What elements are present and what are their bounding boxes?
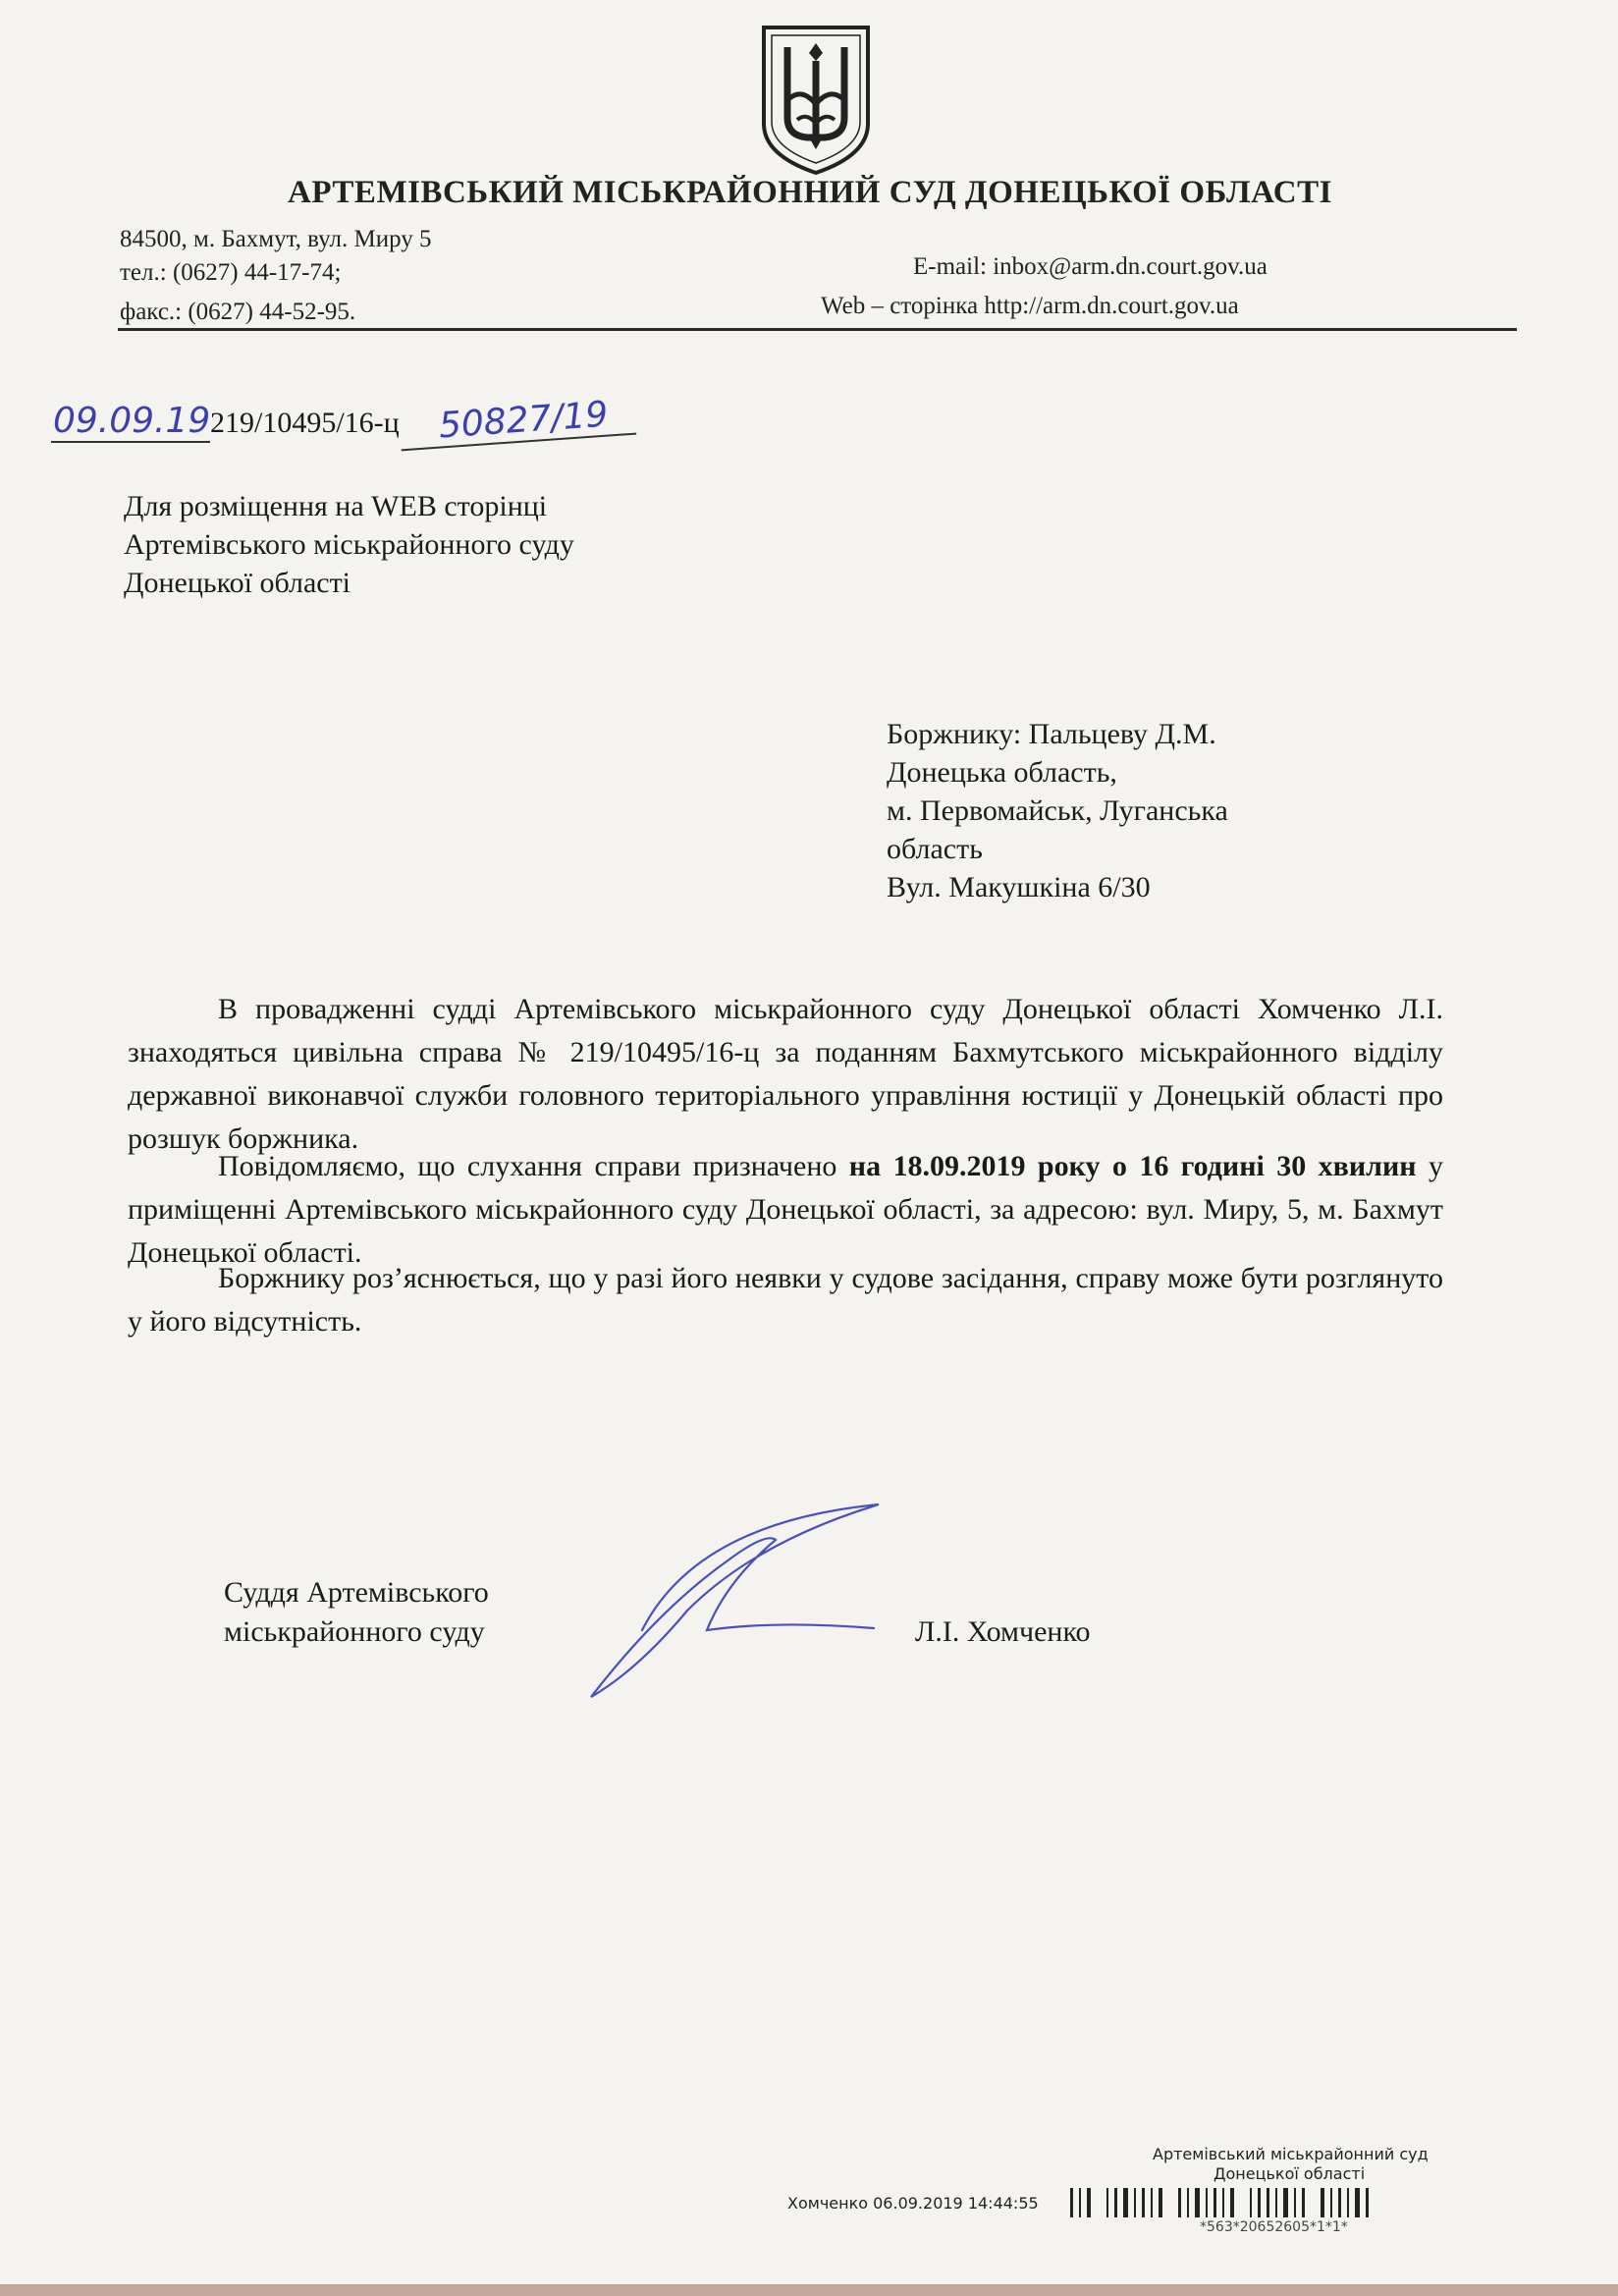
barcode-bar	[1222, 2188, 1224, 2217]
registry-barcode	[1070, 2184, 1369, 2217]
addressee-line: Донецька область,	[887, 756, 1117, 789]
barcode-bar	[1355, 2188, 1360, 2217]
registry-court-line: Артемівський міськрайонний суд	[1153, 2145, 1429, 2163]
barcode-bar	[1079, 2188, 1081, 2217]
body-paragraph-hearing	[128, 1145, 1443, 1275]
barcode-bar	[1114, 2188, 1117, 2217]
barcode-bar	[1195, 2188, 1200, 2217]
registry-entry: Хомченко 06.09.2019 14:44:55	[787, 2194, 1039, 2213]
reference-line	[51, 394, 635, 447]
handwritten-date: 09.09.19	[53, 401, 211, 441]
trident-emblem-icon	[758, 22, 874, 177]
court-email: E-mail: inbox@arm.dn.court.gov.ua	[913, 253, 1267, 280]
registry-region-line: Донецької області	[1214, 2164, 1366, 2183]
addressee-line: Вул. Макушкіна 6/30	[887, 871, 1151, 903]
barcode-bar	[1134, 2188, 1136, 2217]
barcode-bar	[1321, 2188, 1324, 2217]
court-name-heading: АРТЕМІВСЬКИЙ МІСЬКРАЙОННИЙ СУД ДОНЕЦЬКОЇ ОБЛАСТІ	[288, 175, 1332, 210]
barcode-bar	[1338, 2188, 1341, 2217]
barcode-bar	[1366, 2188, 1369, 2217]
case-number: 219/10495/16-ц	[210, 407, 400, 439]
signatory-name: Л.І. Хомченко	[915, 1615, 1091, 1648]
barcode-bar	[1187, 2188, 1189, 2217]
placement-line: Артемівського міськрайонного суду	[124, 528, 574, 561]
barcode-bar	[1275, 2188, 1277, 2217]
addressee-line: м. Первомайськ, Луганська	[887, 794, 1228, 827]
barcode-bar	[1230, 2188, 1234, 2217]
signatory-title	[224, 1573, 489, 1652]
barcode-bar	[1347, 2188, 1349, 2217]
barcode-bar	[1070, 2188, 1073, 2217]
page-bottom-edge	[0, 2284, 1618, 2296]
barcode-bar	[1087, 2188, 1091, 2217]
hearing-text-start: Повідомляємо, що слухання справи призначено	[218, 1150, 849, 1182]
signatory-title-line: Суддя Артемівського	[224, 1576, 489, 1609]
barcode-bar	[1258, 2188, 1261, 2217]
barcode-bar	[1106, 2188, 1108, 2217]
barcode-bar	[1214, 2188, 1216, 2217]
court-phone: тел.: (0627) 44-17-74;	[120, 259, 342, 286]
court-fax: факс.: (0627) 44-52-95.	[120, 299, 356, 325]
barcode-bar	[1302, 2188, 1305, 2217]
barcode-bar	[1178, 2188, 1181, 2217]
body-paragraph-proceedings: В провадженні судді Артемівського міськрайонного суду Донецької області Хомченко Л.І. знаходяться цивільна справа № 219/10495/16-ц за поданням Бахмутського міськрайонного відділу державної виконавчої служби головного територіального управління юстиції у Донецькій області про розшук боржника.	[128, 993, 1443, 1155]
barcode-text: *563*20652605*1*1*	[1200, 2219, 1348, 2235]
barcode-bar	[1206, 2188, 1208, 2217]
header-divider	[118, 328, 1517, 331]
barcode-bar	[1159, 2188, 1162, 2217]
hearing-date-time: на 18.09.2019 року о 16 годині 30 хвилин	[848, 1150, 1417, 1182]
barcode-bar	[1267, 2188, 1269, 2217]
addressee-line: Боржнику: Пальцеву Д.М.	[887, 718, 1216, 750]
placement-line: Донецької області	[124, 567, 351, 599]
handwritten-signature	[579, 1493, 893, 1709]
court-website: Web – сторінка http://arm.dn.court.gov.ua	[821, 293, 1239, 319]
court-address: 84500, м. Бахмут, вул. Миру 5	[120, 226, 432, 252]
barcode-bar	[1294, 2188, 1296, 2217]
barcode-bar	[1283, 2188, 1288, 2217]
handwritten-outgoing-number: 50827/19	[399, 393, 636, 452]
addressee-block	[887, 715, 1228, 906]
barcode-bar	[1151, 2188, 1153, 2217]
addressee-line: область	[887, 833, 983, 865]
placement-note	[124, 487, 574, 602]
barcode-bar	[1123, 2188, 1128, 2217]
barcode-bar	[1330, 2188, 1332, 2217]
barcode-bar	[1250, 2188, 1252, 2217]
barcode-bar	[1142, 2188, 1145, 2217]
body-paragraph-notice: Боржнику роз’яснюється, що у разі його неявки у судове засідання, справу може бути розглянуто у його відсутність.	[128, 1262, 1443, 1338]
hearing-text-end: у приміщенні Артемівського міськрайонного суду Донецької області, за адресою: вул. Миру, 5, м. Бахмут Донецької області.	[128, 1150, 1444, 1269]
signatory-title-line: міськрайонного суду	[224, 1615, 485, 1648]
placement-line: Для розміщення на WEB сторінці	[124, 490, 548, 522]
